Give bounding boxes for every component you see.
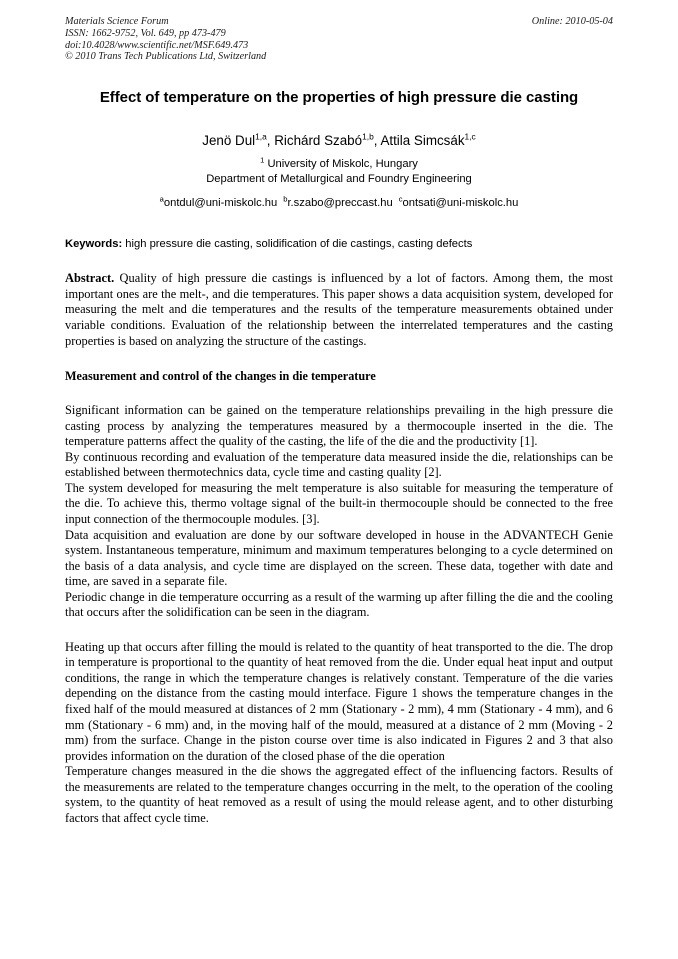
page-title: Effect of temperature on the properties of high pressure die casting [99,89,579,106]
author-name: Richárd Szabó [274,133,363,148]
affiliation-line-2: Department of Metallurgical and Foundry Engineering [206,172,472,185]
body-paragraph: By continuous recording and evaluation of the temperature data measured inside the die, relationships can be established between thermotechnics data, cycle time and casting quality [2]. [65,449,613,480]
journal-issn: ISSN: 1662-9752, Vol. 649, pp 473-479 [65,27,226,39]
body-group-1 [65,403,613,621]
author-affiliation-marker: 1,c [464,131,476,142]
body-paragraph: Heating up that occurs after filling the mould is related to the quantity of heat transported to the die. The drop in temperature is proportional to the quantity of heat removed from the die. Under equal heat input and output conditions, the range in which the temperature changes is relatively constant. Temperature of the die varies depending on the distance from the casting mould interface. Figure 1 shows the temperature changes in the fixed half of the mould measured at distances of 2 mm (Stationary - 2 mm), 4 mm (Stationary - 4 mm), and 6 mm (Stationary - 6 mm) and, in the moving half of the mould, measured at a distance of 2 mm (Moving - 2 mm) from the surface. Change in the piston course over time is also indicated in Figures 2 and 3 that also provides information on the duration of the closed phase of the die operation [65,639,613,763]
body-paragraph: Temperature changes measured in the die shows the aggregated effect of the influencing factors. Results of the measurements are related to the temperature changes occurring in the melt, to the operation of the cooling system, to the quantity of heat removed as a result of using the mould release agent, and to other disturbing factors that affect cycle time. [65,764,613,825]
journal-name: Materials Science Forum [65,16,169,27]
email-marker: a [159,194,164,204]
abstract-label: Abstract. [65,271,115,286]
author-affiliation-marker: 1,b [362,131,374,142]
email-marker: c [398,194,403,204]
journal-header [65,16,613,66]
author-name: Jenö Dul [202,133,256,148]
author-list [65,133,613,149]
email-entry[interactable] [283,194,393,210]
keywords-text: high pressure die casting, solidification of die castings, casting defects [122,238,473,251]
abstract-text: Quality of high pressure die castings is influenced by a lot of factors. Among them, the most important ones are the melt-, and die temperatures. This paper shows a data acquisition system, developed for measuring the melt and die temperatures and the results of the temperature measurements obtained under variable conditions. Evaluation of the relationship between the interrelated temperatures and the casting properties is based on analyzing the structure of the castings. [65,271,613,348]
email-list [65,196,613,210]
author-entry [202,133,274,148]
abstract-block [65,271,613,349]
body-group-2 [65,640,613,827]
journal-header-left [65,16,485,63]
affiliation-institution: University of Miskolc, Hungary [267,158,418,170]
affiliation-block [65,157,613,186]
email-entry[interactable] [398,194,519,210]
keywords-label: Keywords: [65,238,123,251]
affiliation-marker: 1 [260,155,265,165]
journal-copyright: © 2010 Trans Tech Publications Ltd, Switzerland [65,51,267,63]
email-marker: b [283,194,288,204]
keywords-line [65,237,613,251]
author-separator: , [373,133,381,148]
email-entry[interactable] [159,194,278,210]
affiliation-line-1 [65,157,613,172]
body-paragraph: The system developed for measuring the melt temperature is also suitable for measuring the temperature of the die. To achieve this, thermo voltage signal of the built-in thermocouple should be connected to the free input connection of the thermocouple modules. [3]. [65,480,613,526]
journal-doi: doi:10.4028/www.scientific.net/MSF.649.473 [65,39,249,51]
author-separator: , [266,133,275,148]
body-paragraph: Data acquisition and evaluation are done by our software developed in house in the ADVANTECH Genie system. Instantaneous temperature, minimum and maximum temperatures belonging to a cycle determined on the basis of a data analysis, and cycle time are displayed on the screen. These data, together with date and time, are saved in a separate file. [65,527,613,589]
email-address: ontdul@uni-miskolc.hu [163,197,278,210]
author-affiliation-marker: 1,a [255,131,267,142]
page-content [65,16,613,826]
section-heading: Measurement and control of the changes in die temperature [65,369,376,384]
body-paragraph: Significant information can be gained on the temperature relationships prevailing in the high pressure die casting process by analyzing the temperatures measured by a thermocouple inserted in the die. The temperature patterns affect the quality of the casting, the life of the die and the productivity [1]. [65,403,613,449]
author-name: Attila Simcsák [380,133,465,148]
body-paragraph: Periodic change in die temperature occurring as a result of the warming up after filling the die and the cooling that occurs after the solidification can be seen in the diagram. [65,589,613,620]
email-address: ontsati@uni-miskolc.hu [402,197,519,210]
author-entry [380,133,475,148]
email-address: r.szabo@preccast.hu [287,197,393,210]
author-entry [274,133,380,148]
online-date: Online: 2010-05-04 [531,16,613,27]
